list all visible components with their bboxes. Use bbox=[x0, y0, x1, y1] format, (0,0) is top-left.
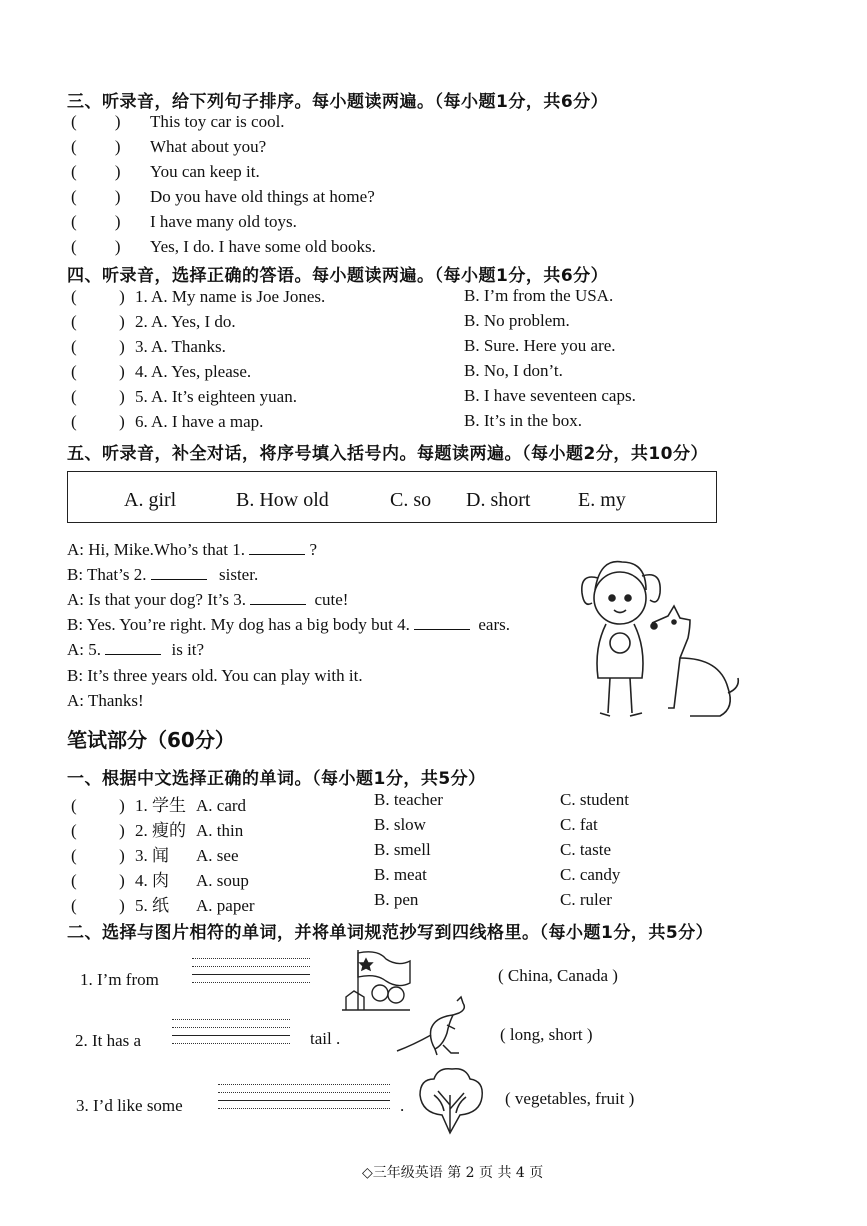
w2-after: tail . bbox=[310, 1029, 341, 1048]
list-item: ( ) 1. A. My name is Joe Jones. bbox=[71, 287, 326, 306]
list-item: ( ) 4. A. Yes, please. bbox=[71, 362, 252, 381]
table-row: ( ) 3. 闻 A. see bbox=[71, 846, 239, 866]
word-option: A. girl bbox=[124, 489, 177, 511]
option-b: B. Sure. Here you are. bbox=[464, 336, 616, 355]
w2-header: 二、选择与图片相符的单词，并将单词规范抄写到四线格里。（每小题1分，共5分） bbox=[67, 923, 714, 943]
kangaroo-icon bbox=[395, 995, 470, 1057]
written-title: 笔试部分（60分） bbox=[67, 728, 235, 752]
list-item: ( ) This toy car is cool. bbox=[71, 112, 285, 131]
section4-header: 四、听录音，选择正确的答语。每小题读两遍。（每小题1分，共6分） bbox=[67, 266, 609, 286]
option-b: B. No, I don’t. bbox=[464, 361, 563, 380]
option-c: C. fat bbox=[560, 815, 598, 834]
four-line-grid[interactable] bbox=[218, 1084, 390, 1116]
list-item: ( ) You can keep it. bbox=[71, 162, 260, 181]
option-c: C. candy bbox=[560, 865, 621, 884]
option-b: B. meat bbox=[374, 865, 427, 884]
w2-choices: ( vegetables, fruit ) bbox=[505, 1089, 635, 1108]
answer-blank[interactable] bbox=[249, 540, 305, 555]
four-line-grid[interactable] bbox=[192, 958, 310, 990]
dialog-line: B: It’s three years old. You can play with it. bbox=[67, 666, 363, 685]
list-item: ( ) Do you have old things at home? bbox=[71, 187, 375, 206]
girl-and-dog-illustration bbox=[570, 548, 745, 728]
table-row: ( ) 5. 纸 A. paper bbox=[71, 896, 255, 916]
list-item: ( ) 3. A. Thanks. bbox=[71, 337, 226, 356]
section3-header: 三、听录音，给下列句子排序。每小题读两遍。（每小题1分，共6分） bbox=[67, 92, 609, 112]
w2-after: . bbox=[400, 1096, 405, 1115]
option-b: B. pen bbox=[374, 890, 419, 909]
dialog-line: A: 5. is it? bbox=[67, 640, 205, 659]
answer-blank[interactable] bbox=[414, 615, 470, 630]
list-item: ( ) 6. A. I have a map. bbox=[71, 412, 264, 431]
w2-prompt: 3. I’d like some bbox=[76, 1096, 183, 1115]
w2-choices: ( China, Canada ) bbox=[498, 966, 618, 985]
word-option: E. my bbox=[578, 489, 626, 511]
option-c: C. student bbox=[560, 790, 629, 809]
table-row: ( ) 2. 瘦的 A. thin bbox=[71, 821, 244, 841]
option-b: B. I have seventeen caps. bbox=[464, 386, 636, 405]
word-option: B. How old bbox=[236, 489, 329, 511]
dialog-line: A: Is that your dog? It’s 3. cute! bbox=[67, 590, 349, 609]
list-item: ( ) I have many old toys. bbox=[71, 212, 297, 231]
dialog-line: B: Yes. You’re right. My dog has a big body but 4. ears. bbox=[67, 615, 510, 634]
option-b: B. smell bbox=[374, 840, 431, 859]
list-item: ( ) Yes, I do. I have some old books. bbox=[71, 237, 376, 256]
option-b: B. teacher bbox=[374, 790, 443, 809]
vegetable-icon bbox=[414, 1065, 486, 1137]
table-row: ( ) 1. 学生 A. card bbox=[71, 796, 247, 816]
dialog-line: A: Hi, Mike.Who’s that 1. ? bbox=[67, 540, 318, 559]
answer-blank[interactable] bbox=[250, 590, 306, 605]
four-line-grid[interactable] bbox=[172, 1019, 290, 1051]
option-b: B. I’m from the USA. bbox=[464, 286, 614, 305]
word-option: D. short bbox=[466, 489, 531, 511]
word-option: C. so bbox=[390, 489, 432, 511]
list-item: ( ) 2. A. Yes, I do. bbox=[71, 312, 236, 331]
list-item: ( ) What about you? bbox=[71, 137, 267, 156]
page-footer: ◇三年级英语 第 2 页 共 4 页 bbox=[362, 1165, 544, 1181]
word-bank-box bbox=[67, 471, 717, 523]
w2-prompt: 1. I’m from bbox=[80, 970, 159, 989]
option-c: C. ruler bbox=[560, 890, 612, 909]
option-c: C. taste bbox=[560, 840, 611, 859]
dialog-line: A: Thanks! bbox=[67, 691, 144, 710]
option-b: B. No problem. bbox=[464, 311, 570, 330]
table-row: ( ) 4. 肉 A. soup bbox=[71, 871, 249, 891]
section5-header: 五、听录音，补全对话，将序号填入括号内。每题读两遍。（每小题2分，共10分） bbox=[67, 444, 708, 464]
option-b: B. slow bbox=[374, 815, 426, 834]
w2-choices: ( long, short ) bbox=[500, 1025, 593, 1044]
option-b: B. It’s in the box. bbox=[464, 411, 583, 430]
answer-blank[interactable] bbox=[105, 640, 161, 655]
w2-prompt: 2. It has a bbox=[75, 1031, 142, 1050]
dialog-line: B: That’s 2. sister. bbox=[67, 565, 259, 584]
w1-header: 一、根据中文选择正确的单词。（每小题1分，共5分） bbox=[67, 769, 486, 789]
answer-blank[interactable] bbox=[151, 565, 207, 580]
list-item: ( ) 5. A. It’s eighteen yuan. bbox=[71, 387, 297, 406]
